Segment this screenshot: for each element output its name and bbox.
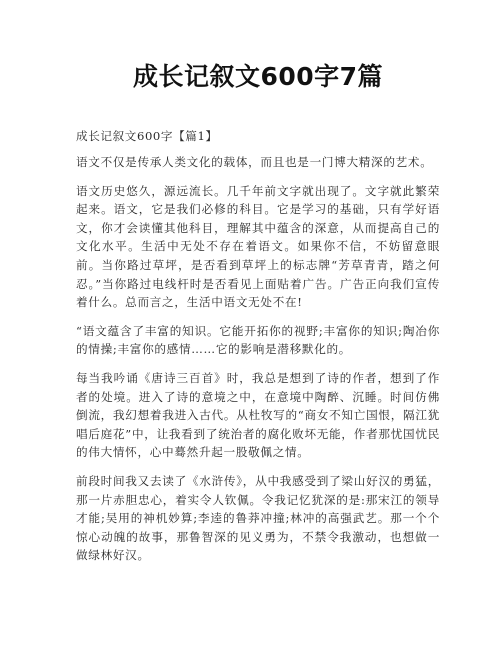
paragraph-5: 前段时间我又去读了《水浒传》，从中我感受到了梁山好汉的勇猛，那一片赤胆忠心，着实令人钦佩。令我记忆犹深的是:那宋江的领导才能;吴用的神机妙算;李逵的鲁莽冲撞;林冲的高强武艺。那一个个惊心动魄的故事，那鲁智深的见义勇为，不禁令我激动，也想做一做绿林好汉。	[76, 473, 440, 563]
paragraph-4: 每当我吟诵《唐诗三百首》时，我总是想到了诗的作者，想到了作者的处境。进入了诗的意境之中，在意境中陶醉、沉睡。时间仿佛倒流，我幻想着我进入古代。从杜牧写的“商女不知亡国恨，隔江犹唱后庭花”中，让我看到了统治者的腐化败坏无能，作者那忧国忧民的伟大情怀，心中蓦然升起一股敬佩之情。	[76, 370, 440, 460]
section-title: 成长记叙文600字【篇1】	[76, 129, 218, 143]
paragraph-2: 语文历史悠久，源远流长。几千年前文字就出现了。文字就此繁荣起来。语文，它是我们必修的科目。它是学习的基础，只有学好语文，你才会读懂其他科目，理解其中蕴含的深意，从而提高自己的文化水平。生活中无处不存在着语文。如果你不信，不妨留意眼前。当你路过草坪，是否看到草坪上的标志牌“芳草青青，踏之何忍。”当你路过电线杆时是否看见上面贴着广告。广告正向我们宣传着什么。总而言之，生活中语文无处不在!	[76, 183, 440, 310]
paragraph-3: “语文蕴含了丰富的知识。它能开拓你的视野;丰富你的知识;陶冶你的情操;丰富你的感情……它的影响是潜移默化的。	[76, 323, 440, 357]
paragraph-1: 语文不仅是传承人类文化的载体，而且也是一门博大精深的艺术。	[76, 155, 433, 169]
document-title: 成长记叙文600字7篇	[132, 62, 384, 91]
